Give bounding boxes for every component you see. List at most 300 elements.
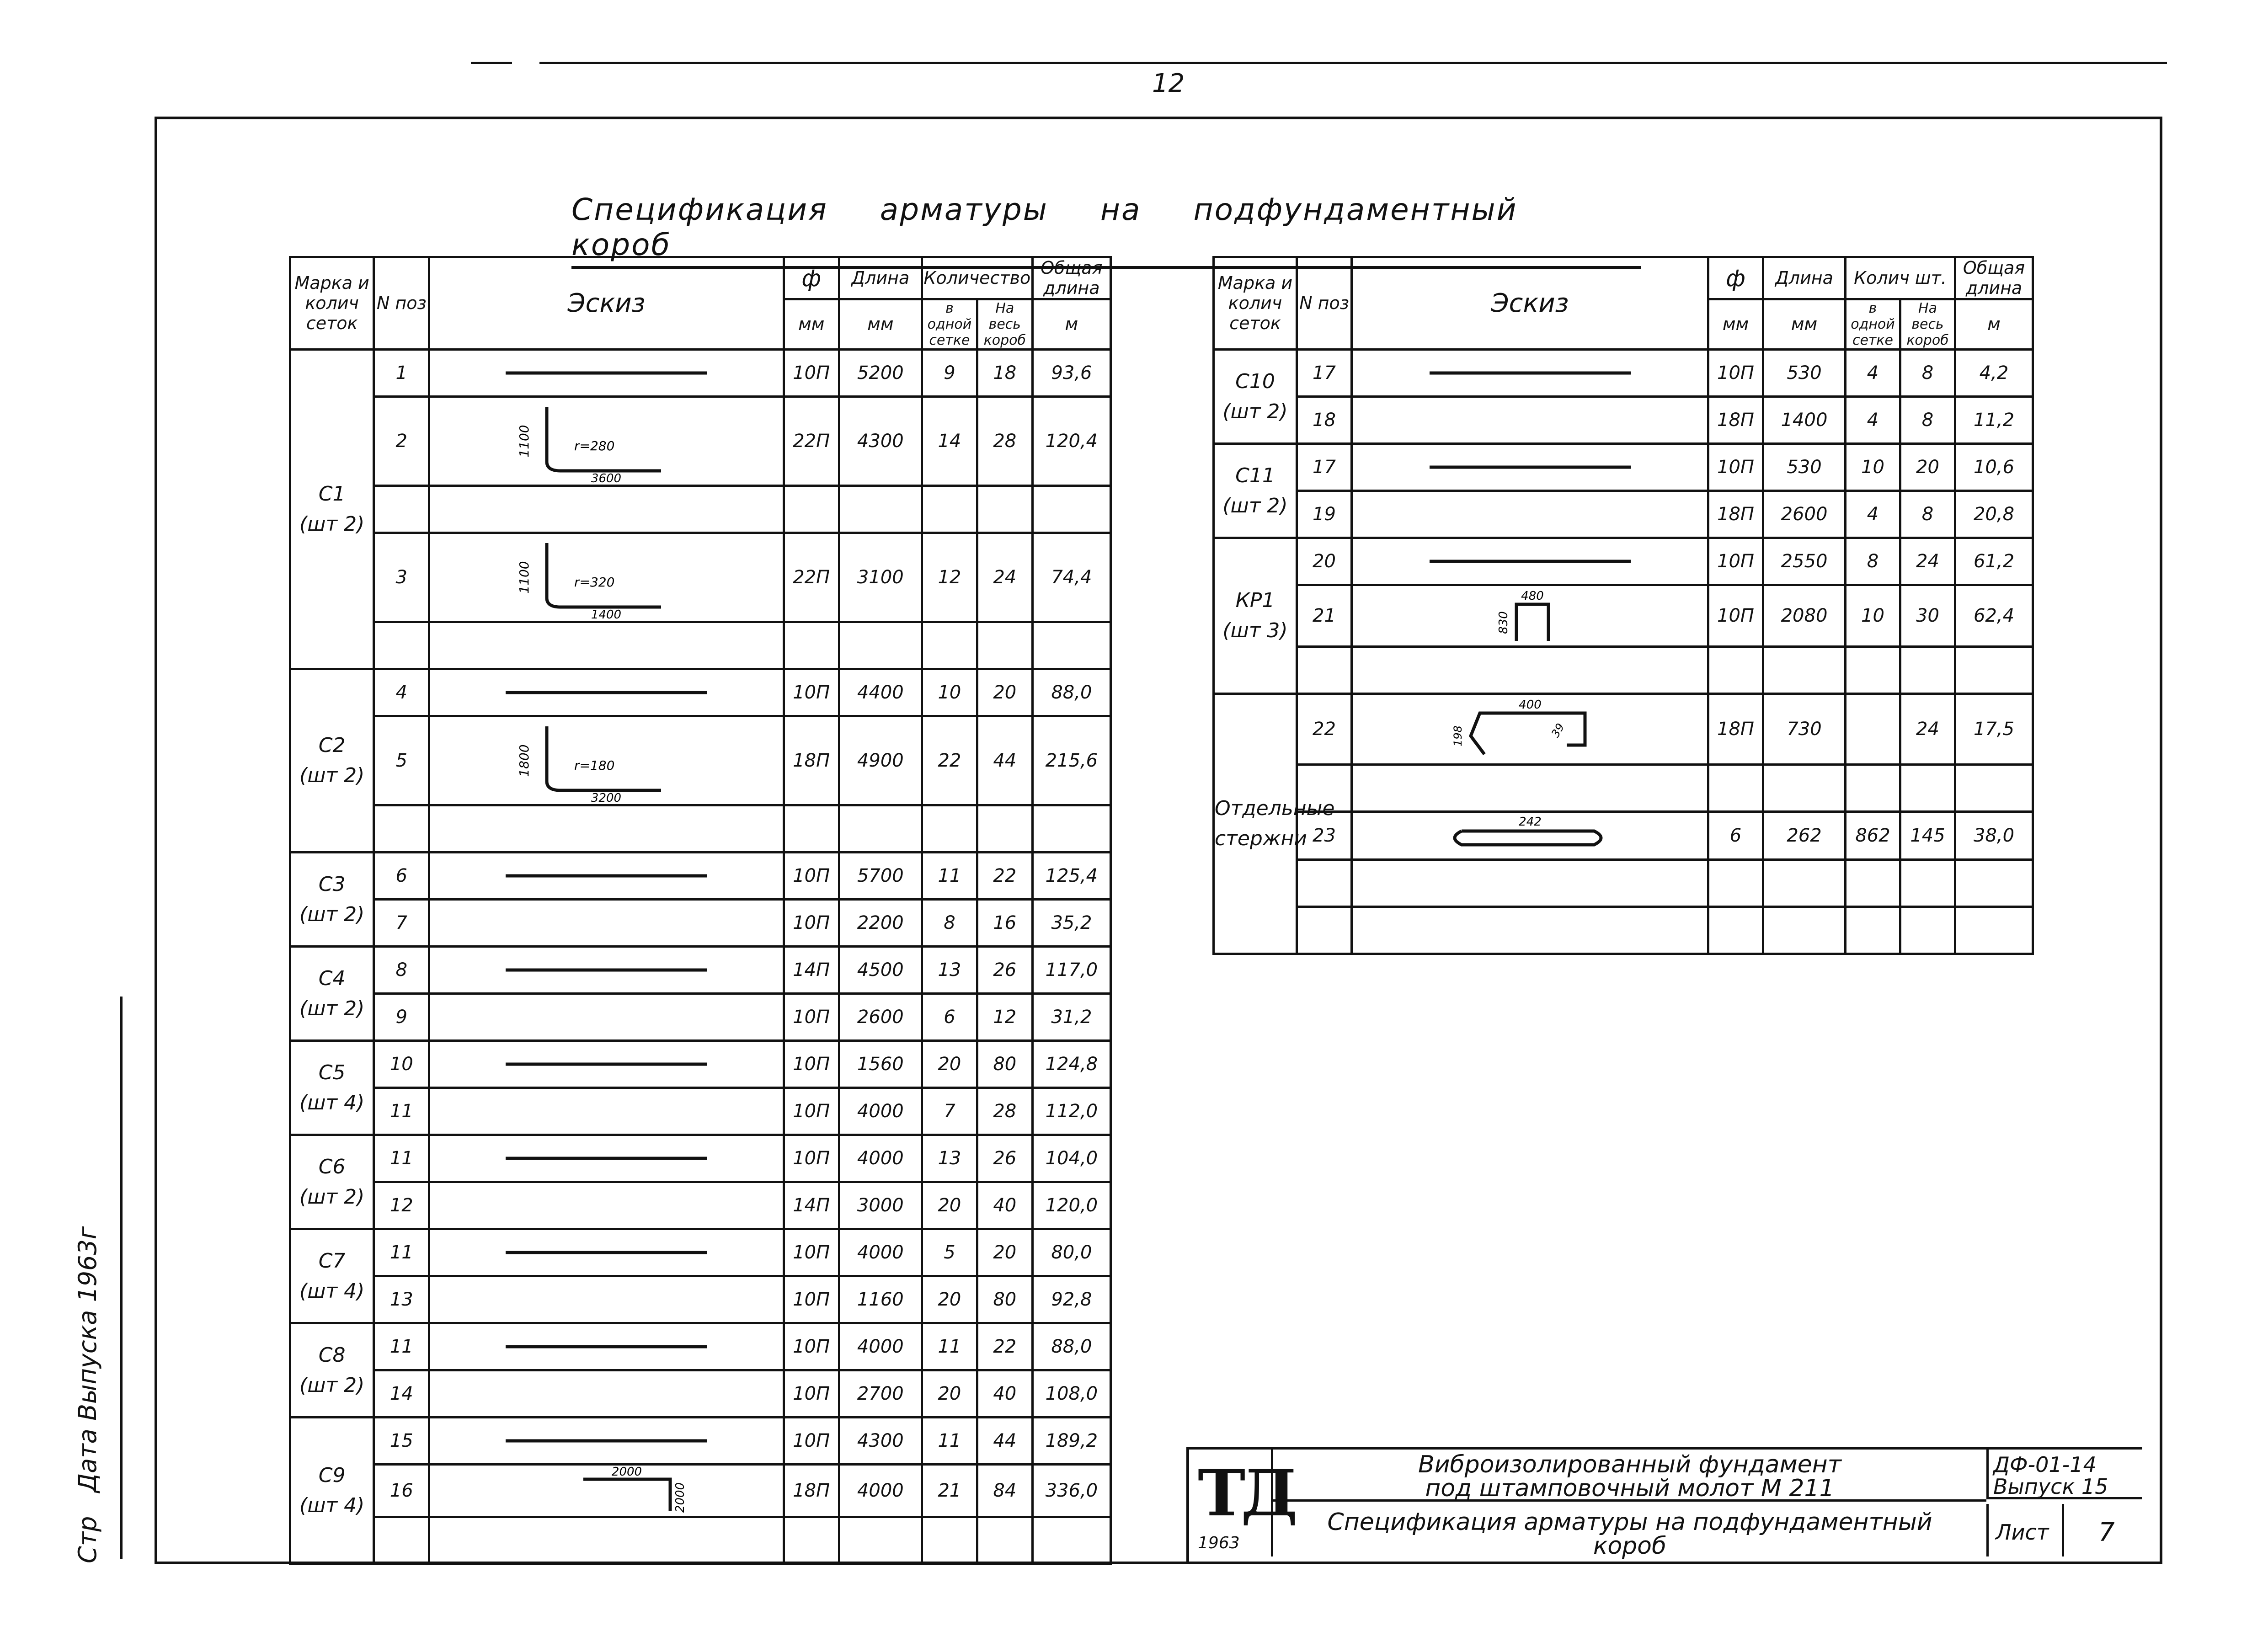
diam-cell: 10П [784,853,839,900]
mark-cell [290,1418,374,1564]
diam-cell: 10П [784,1229,839,1276]
diam-cell: 6 [1708,812,1763,860]
qty-one-cell: 14 [922,397,977,486]
sketch-cell [429,805,784,853]
table-row [290,1418,1111,1465]
total-cell: 117,0 [1032,947,1110,994]
straight-bar-sketch [1393,458,1667,476]
desc-line: под штамповочный молот М 211 [1425,1475,1835,1502]
qty-one-cell: 8 [1846,538,1900,585]
mark-name: С3 [318,872,346,896]
header-sketch: Эскиз [1352,257,1708,350]
length-cell [1763,647,1846,694]
divider [2062,1504,2064,1556]
header-pos: N поз [374,257,429,350]
dim-horizontal: 400 [1518,698,1542,712]
diam-cell: 10П [784,1135,839,1182]
qty-one-cell: 10 [1846,444,1900,491]
length-cell: 2200 [839,900,922,947]
diam-cell: 18П [1708,397,1763,444]
diam-cell: 10П [784,1276,839,1323]
total-cell [1955,860,2033,907]
mark-count: (шт 2) [299,1373,365,1397]
qty-one-cell: 8 [922,900,977,947]
rebar-loop [1455,831,1601,845]
mark-count: (шт 2) [299,902,365,926]
sketch-cell [429,1276,784,1323]
diam-cell: 10П [784,1041,839,1088]
title-word: арматуры [880,192,1048,227]
mark-count: (шт 2) [299,997,365,1020]
length-cell: 730 [1763,694,1846,765]
qty-one-cell: 11 [922,1418,977,1465]
header-diam-unit: мм [784,299,839,350]
pos-cell [374,805,429,853]
header-total-unit: м [1032,299,1110,350]
qty-all-cell: 26 [977,947,1032,994]
straight-bar-sketch [1393,364,1667,382]
angle-bar-sketch [469,398,743,485]
qty-one-cell: 20 [922,1276,977,1323]
table-row [290,947,1111,994]
sketch-cell [429,350,784,397]
page-ref-prefix: Стр [73,1516,102,1563]
qty-one-cell: 4 [1846,491,1900,538]
table-row [1214,765,2033,812]
sketch-cell [429,669,784,716]
table-row [290,1135,1111,1182]
diam-cell: 10П [784,994,839,1041]
mark-name: С7 [318,1249,346,1273]
logo-mark: ТД [1198,1456,1293,1531]
header-qty-one: в одной сетке [1846,299,1900,350]
pos-cell: 23 [1297,812,1352,860]
mark-count: (шт 4) [299,1091,365,1114]
total-cell [1032,622,1110,669]
pos-cell: 12 [374,1182,429,1229]
bend-radius: r=180 [574,758,615,773]
qty-all-cell: 20 [977,669,1032,716]
mark-count: (шт 2) [1222,494,1288,517]
pos-cell: 9 [374,994,429,1041]
pos-cell: 4 [374,669,429,716]
header-mark: Марка и колич сеток [1214,257,1297,350]
pos-cell: 19 [1297,491,1352,538]
length-cell: 4000 [839,1088,922,1135]
table-row [290,669,1111,716]
sketch-cell [429,853,784,900]
diam-cell [1708,860,1763,907]
sketch-cell [429,1088,784,1135]
qty-all-cell: 24 [1900,538,1955,585]
qty-one-cell: 21 [922,1465,977,1517]
sketch-cell [1352,444,1708,491]
length-cell: 3000 [839,1182,922,1229]
pos-cell: 7 [374,900,429,947]
qty-all-cell: 28 [977,1088,1032,1135]
straight-bar-sketch [469,1055,743,1073]
qty-all-cell [1900,907,1955,954]
table-row [1214,907,2033,954]
qty-all-cell: 16 [977,900,1032,947]
diam-cell [784,622,839,669]
length-cell [839,805,922,853]
title-word: короб [571,227,672,262]
mark-cell [1214,444,1297,538]
length-cell [1763,765,1846,812]
total-cell: 104,0 [1032,1135,1110,1182]
total-cell: 62,4 [1955,585,2033,647]
pos-cell: 22 [1297,694,1352,765]
qty-one-cell: 5 [922,1229,977,1276]
total-cell [1032,805,1110,853]
mark-cell [1214,350,1297,444]
length-cell: 2600 [839,994,922,1041]
header-sketch: Эскиз [429,257,784,350]
length-cell [839,1517,922,1564]
length-cell: 2550 [1763,538,1846,585]
sketch-cell [429,1418,784,1465]
length-cell: 530 [1763,350,1846,397]
sketch-cell [429,994,784,1041]
sketch-cell [429,716,784,805]
sketch-cell [429,533,784,622]
total-cell: 93,6 [1032,350,1110,397]
table-row [1214,444,2033,491]
diam-cell: 10П [784,350,839,397]
qty-one-cell: 12 [922,533,977,622]
qty-one-cell: 20 [922,1370,977,1418]
total-cell: 120,4 [1032,397,1110,486]
pos-cell [1297,647,1352,694]
qty-all-cell [1900,647,1955,694]
mark-count: (шт 2) [299,764,365,788]
qty-all-cell [977,622,1032,669]
total-cell: 4,2 [1955,350,2033,397]
top-border-line [539,62,2167,64]
header-row [1214,257,2033,299]
length-cell: 2700 [839,1370,922,1418]
left-specification-table [289,256,1112,1565]
mark-count: (шт 2) [299,512,365,536]
sketch-cell [429,1229,784,1276]
dim-vertical: 1800 [517,744,532,778]
table-row [1214,694,2033,765]
dim-vertical: 198 [1451,725,1464,747]
qty-all-cell: 22 [977,1323,1032,1370]
pos-cell: 16 [374,1465,429,1517]
header-pos: N поз [1297,257,1352,350]
table-row [1214,860,2033,907]
length-cell: 4900 [839,716,922,805]
qty-all-cell: 12 [977,994,1032,1041]
qty-one-cell: 20 [922,1182,977,1229]
sketch-cell [429,1370,784,1418]
table-row [1214,812,2033,860]
pos-cell: 18 [1297,397,1352,444]
mark-cell [1214,538,1297,694]
table-row [290,622,1111,669]
length-cell: 4300 [839,1418,922,1465]
diam-cell: 10П [784,1323,839,1370]
qty-one-cell [922,486,977,533]
qty-one-cell: 10 [1846,585,1900,647]
pos-cell: 11 [374,1135,429,1182]
qty-one-cell [922,622,977,669]
total-cell: 112,0 [1032,1088,1110,1135]
mark-count: (шт 4) [299,1494,365,1518]
qty-one-cell: 20 [922,1041,977,1088]
table-row [290,716,1111,805]
sketch-cell [1352,397,1708,444]
qty-all-cell: 145 [1900,812,1955,860]
mark-count: (шт 2) [299,1185,365,1209]
qty-one-cell [1846,860,1900,907]
desc-line: Спецификация арматуры на подфундаментный [1327,1508,1932,1536]
diam-cell: 18П [784,716,839,805]
table-row [290,1465,1111,1517]
sketch-cell [1352,907,1708,954]
mark-cell [290,350,374,669]
dim-vertical: 830 [1496,611,1510,634]
header-length: Длина [839,257,922,299]
qty-all-cell: 22 [977,853,1032,900]
diam-cell: 14П [784,947,839,994]
total-cell: 108,0 [1032,1370,1110,1418]
dim-horizontal: 3200 [591,791,622,805]
qty-all-cell: 40 [977,1182,1032,1229]
header-length-unit: мм [1763,299,1846,350]
header-qty: Колич шт. [1846,257,1955,299]
pos-cell: 11 [374,1088,429,1135]
title-word: Спецификация [571,192,828,227]
qty-one-cell [1846,694,1900,765]
table-row [290,1370,1111,1418]
sketch-cell [1352,585,1708,647]
title-block-sheet-title [1273,1504,1986,1560]
table-row [290,853,1111,900]
desc-line: Виброизолированный фундамент [1418,1451,1841,1478]
diam-cell: 22П [784,533,839,622]
table-row [290,1182,1111,1229]
table-row [290,397,1111,486]
qty-all-cell: 24 [1900,694,1955,765]
table-row [1214,647,2033,694]
header-diam: ф [1708,257,1763,299]
length-cell: 530 [1763,444,1846,491]
qty-one-cell [922,1517,977,1564]
table-row [290,1517,1111,1564]
sketch-cell [1352,812,1708,860]
rebar-clamp [1471,713,1585,754]
sketch-cell [429,622,784,669]
right-specification-table [1212,256,2034,955]
title-word: подфундаментный [1193,192,1518,227]
page-number: 12 [1152,69,1185,98]
mark-name: С5 [318,1061,346,1084]
header-qty-one: в одной сетке [922,299,977,350]
straight-bar-sketch [469,1338,743,1356]
header-length: Длина [1763,257,1846,299]
mark-name: С1 [318,482,346,506]
pos-cell: 17 [1297,350,1352,397]
table-row [1214,538,2033,585]
title-word: на [1100,192,1142,227]
total-cell: 336,0 [1032,1465,1110,1517]
qty-all-cell: 20 [977,1229,1032,1276]
length-cell: 4400 [839,669,922,716]
diam-cell: 22П [784,397,839,486]
diam-cell [784,1517,839,1564]
length-cell: 4000 [839,1323,922,1370]
diam-cell: 10П [784,1088,839,1135]
diam-cell: 10П [1708,350,1763,397]
sketch-cell [1352,491,1708,538]
sketch-cell [429,1465,784,1517]
length-cell: 2600 [1763,491,1846,538]
total-cell: 10,6 [1955,444,2033,491]
header-diam-unit: мм [1708,299,1763,350]
pos-cell: 1 [374,350,429,397]
pos-cell: 10 [374,1041,429,1088]
mark-cell [290,947,374,1041]
header-row [290,257,1111,299]
dim-vertical: 1100 [517,425,532,458]
qty-all-cell: 30 [1900,585,1955,647]
total-cell: 189,2 [1032,1418,1110,1465]
header-mark: Марка и колич сеток [290,257,374,350]
diam-cell [1708,765,1763,812]
qty-all-cell: 8 [1900,397,1955,444]
sketch-cell [429,1135,784,1182]
sketch-cell [429,397,784,486]
table-row [1214,350,2033,397]
total-cell: 11,2 [1955,397,2033,444]
total-cell: 61,2 [1955,538,2033,585]
qty-all-cell [1900,765,1955,812]
qty-one-cell: 9 [922,350,977,397]
length-cell: 4000 [839,1135,922,1182]
mark-cell [290,1041,374,1135]
title-block-logo [1189,1449,1293,1556]
mark-name: С4 [318,966,346,990]
table-row [290,350,1111,397]
corner-bar-sketch [469,1466,743,1516]
rebar-hook [1516,604,1548,641]
qty-all-cell: 40 [977,1370,1032,1418]
total-cell: 20,8 [1955,491,2033,538]
qty-one-cell: 6 [922,994,977,1041]
mark-cell [290,1229,374,1323]
header-qty-all: На весь короб [977,299,1032,350]
header-total-unit: м [1955,299,2033,350]
qty-all-cell: 28 [977,397,1032,486]
qty-all-cell: 80 [977,1041,1032,1088]
clamp-bar-sketch [1393,695,1667,763]
angle-bar-sketch [469,717,743,804]
total-cell: 17,5 [1955,694,2033,765]
length-cell: 4300 [839,397,922,486]
qty-all-cell: 8 [1900,491,1955,538]
pos-cell [374,622,429,669]
pos-cell: 17 [1297,444,1352,491]
mark-name: С9 [318,1464,346,1487]
mark-name: С2 [318,734,346,757]
table-row [290,1088,1111,1135]
qty-one-cell: 4 [1846,350,1900,397]
table-row [290,533,1111,622]
header-total: Общая длина [1032,257,1110,299]
total-cell [1032,486,1110,533]
dim-diagonal: 39 [1548,721,1567,740]
pos-cell: 11 [374,1229,429,1276]
qty-all-cell: 84 [977,1465,1032,1517]
mark-name: С6 [318,1155,346,1178]
header-diam: ф [784,257,839,299]
straight-bar-sketch [469,867,743,885]
qty-all-cell: 44 [977,1418,1032,1465]
table-row [1214,397,2033,444]
sheet-label: Лист [1996,1520,2049,1545]
sketch-cell [429,1323,784,1370]
mark-name: С10 [1235,369,1275,393]
header-total: Общая длина [1955,257,2033,299]
length-cell: 1400 [1763,397,1846,444]
desc-line: короб [1593,1532,1667,1560]
pos-cell: 15 [374,1418,429,1465]
diam-cell: 14П [784,1182,839,1229]
mark-name: С11 [1235,464,1275,487]
length-cell: 5700 [839,853,922,900]
qty-all-cell [977,805,1032,853]
pos-cell: 3 [374,533,429,622]
straight-bar-sketch [469,961,743,979]
sketch-cell [1352,765,1708,812]
total-cell: 88,0 [1032,1323,1110,1370]
qty-one-cell: 13 [922,947,977,994]
total-cell: 120,0 [1032,1182,1110,1229]
mark-cell [290,1323,374,1418]
mark-cell [290,1135,374,1229]
diam-cell: 18П [1708,694,1763,765]
mark-name: КР1 [1235,589,1275,613]
bend-radius: r=320 [574,575,615,590]
pos-cell: 5 [374,716,429,805]
qty-one-cell [1846,647,1900,694]
qty-one-cell: 22 [922,716,977,805]
margin-line [120,997,123,1559]
sketch-cell [1352,694,1708,765]
issue-number: Выпуск 15 [1993,1474,2108,1499]
length-cell: 1160 [839,1276,922,1323]
pos-cell: 11 [374,1323,429,1370]
straight-bar-sketch [469,1243,743,1262]
mark-count: (шт 3) [1222,619,1288,643]
length-cell: 4000 [839,1229,922,1276]
table-row [1214,491,2033,538]
sketch-cell [429,1517,784,1564]
total-cell: 215,6 [1032,716,1110,805]
diam-cell: 10П [1708,538,1763,585]
mark-cell [290,853,374,947]
mark-name: Отдельные [1215,797,1335,821]
qty-all-cell: 80 [977,1276,1032,1323]
dim-horizontal: 2000 [612,1465,642,1479]
qty-all-cell [977,486,1032,533]
mark-count: стержни [1215,827,1307,851]
drawing-code: ДФ-01-14 [1993,1452,2097,1477]
total-cell: 125,4 [1032,853,1110,900]
